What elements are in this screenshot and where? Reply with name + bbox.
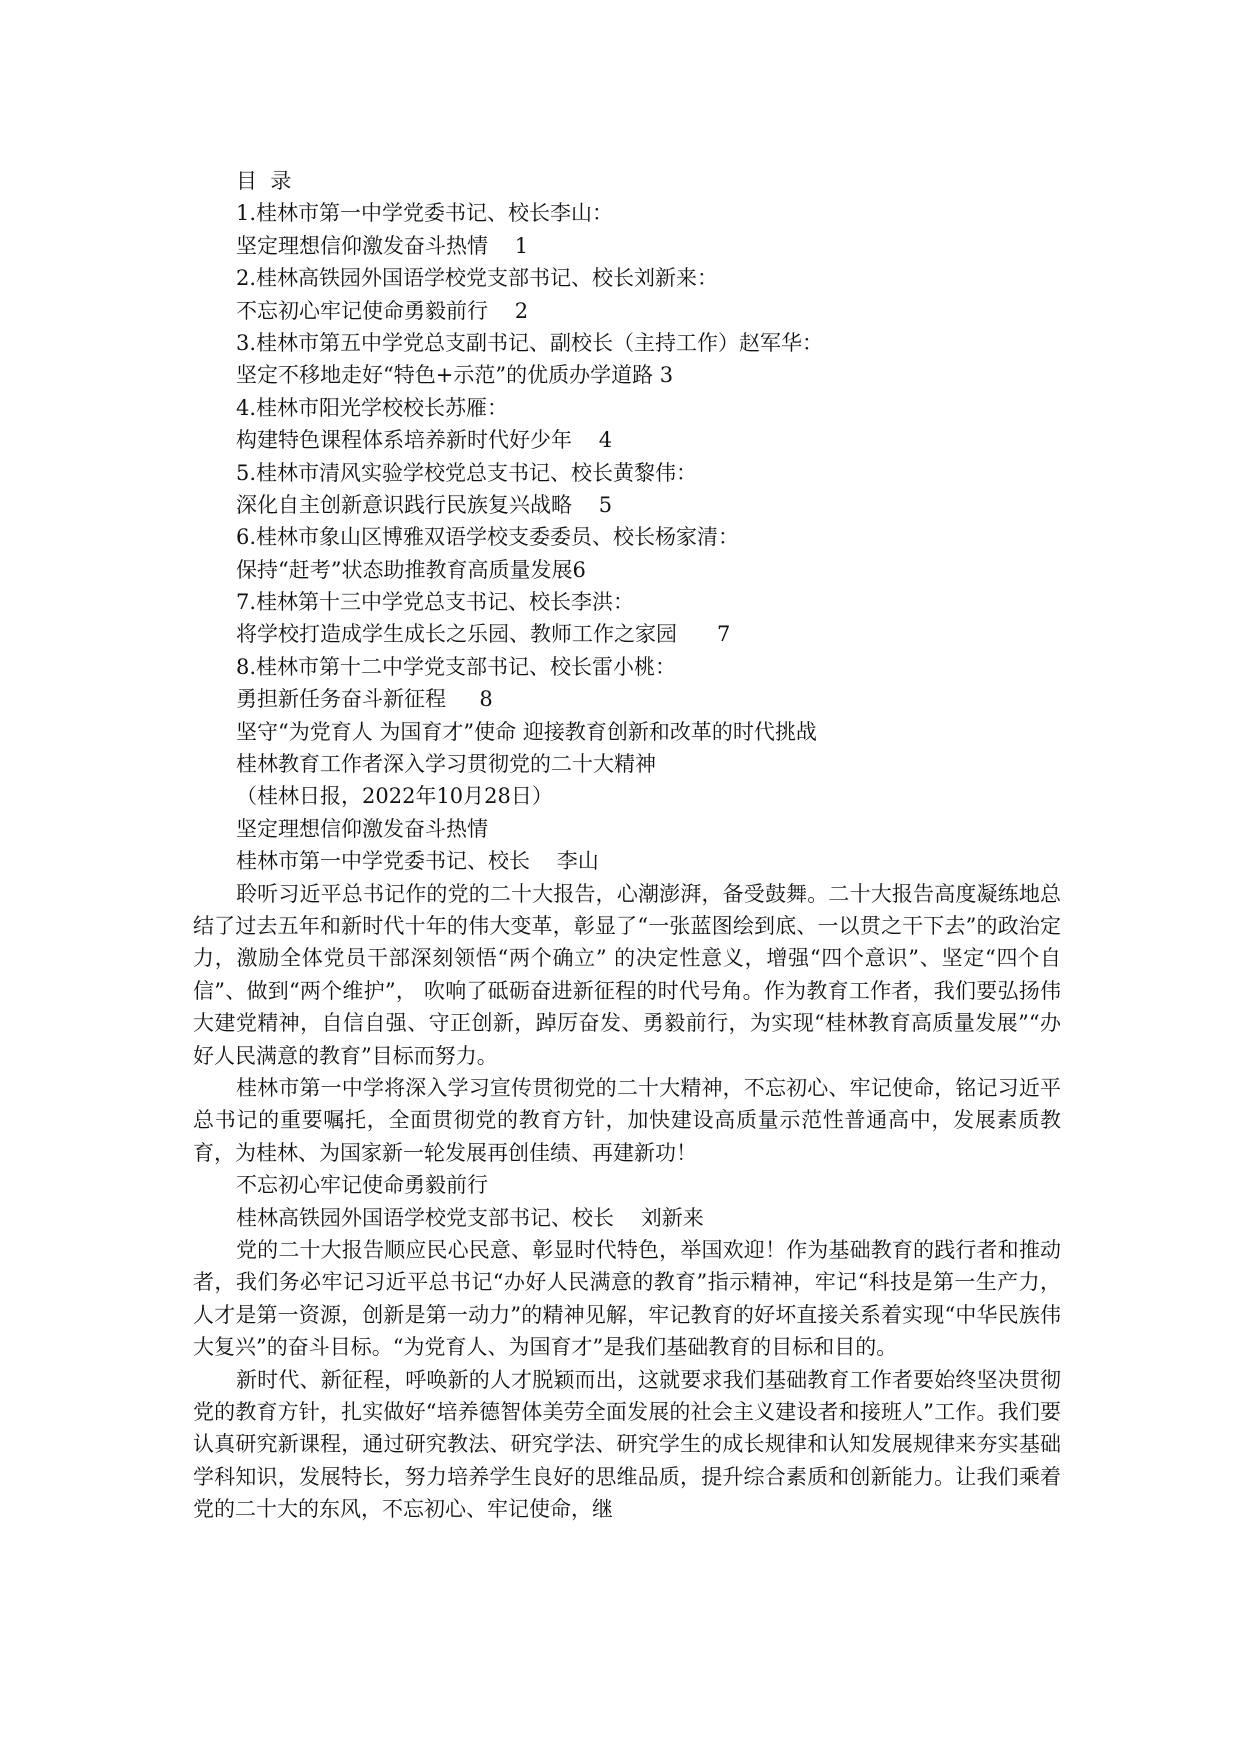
- section-title: 不忘初心牢记使命勇毅前行: [236, 1173, 488, 1198]
- toc-entry-title[interactable]: 不忘初心牢记使命勇毅前行 2: [236, 298, 529, 323]
- section-paragraph: 聆听习近平总书记作的党的二十大报告，心潮澎湃，备受鼓舞。二十大报告高度凝练地总结了过去五年和新时代十年的伟大变革，彰显了“一张蓝图绘到底、一以贯之干下去”的政治定力，激励全体党员干部深刻领悟“两个确立” 的决定性意义，增强“四个意识”、坚定“四个自信”、做到“两个维护”， 吹响了砥砺奋进新征程的时代号角。作为教育工作者，我们要弘扬伟大建党精神，自信自强、守正创新，踔厉奋发、勇毅前行，为实现“桂林教育高质量发展”“办好人民满意的教育”目标而努力。: [193, 881, 1061, 1068]
- toc-entry-author: 3.桂林市第五中学党总支副书记、副校长（主持工作）赵军华：: [236, 330, 824, 355]
- section-paragraph: 党的二十大报告顺应民心民意、彰显时代特色，举国欢迎！作为基础教育的践行者和推动者，我们务必牢记习近平总书记“办好人民满意的教育”指示精神，牢记“科技是第一生产力，人才是第一资源，创新是第一动力”的精神见解，牢记教育的好坏直接关系着实现“中华民族伟大复兴”的奋斗目标。“为党育人、为国育才”是我们基础教育的目标和目的。: [193, 1238, 1061, 1360]
- section-title: 坚定理想信仰激发奋斗热情: [236, 816, 488, 841]
- toc-entry-title[interactable]: 深化自主创新意识践行民族复兴战略 5: [236, 492, 613, 517]
- document-page: [193, 165, 1061, 1526]
- toc-entry-author: 4.桂林市阳光学校校长苏雁：: [236, 395, 509, 420]
- toc-entry-title[interactable]: 坚定理想信仰激发奋斗热情 1: [236, 233, 529, 258]
- toc-entry-title[interactable]: 将学校打造成学生成长之乐园、教师工作之家园 7: [236, 622, 731, 647]
- toc-entry-author: 2.桂林高铁园外国语学校党支部书记、校长刘新来：: [236, 266, 719, 291]
- article-headline: 坚守“为党育人 为国育才”使命 迎接教育创新和改革的时代挑战: [236, 719, 817, 744]
- toc-entry-title[interactable]: 坚定不移地走好“特色+示范”的优质办学道路 3: [236, 363, 674, 388]
- toc-entry-author: 6.桂林市象山区博雅双语学校支委委员、校长杨家清：: [236, 525, 740, 550]
- toc-entry-author: 8.桂林市第十二中学党支部书记、校长雷小桃：: [236, 654, 677, 679]
- toc-title: 目 录: [236, 169, 292, 193]
- article-source: （桂林日报，2022年10月28日）: [236, 784, 553, 809]
- article-subheadline: 桂林教育工作者深入学习贯彻党的二十大精神: [236, 752, 656, 777]
- toc-entry-title[interactable]: 保持“赶考”状态助推教育高质量发展6: [236, 557, 586, 582]
- toc-entry-author: 5.桂林市清风实验学校党总支书记、校长黄黎伟：: [236, 460, 698, 485]
- toc-entry-title[interactable]: 构建特色课程体系培养新时代好少年 4: [236, 428, 613, 453]
- section-paragraph: 新时代、新征程，呼唤新的人才脱颖而出，这就要求我们基础教育工作者要始终坚决贯彻党的教育方针，扎实做好“培养德智体美劳全面发展的社会主义建设者和接班人”工作。我们要认真研究新课程，通过研究教法、研究学法、研究学生的成长规律和认知发展规律来夯实基础学科知识，发展特长，努力培养学生良好的思维品质，提升综合素质和创新能力。让我们乘着党的二十大的东风，不忘初心、牢记使命，继: [193, 1367, 1061, 1522]
- section-byline: 桂林高铁园外国语学校党支部书记、校长 刘新来: [236, 1205, 704, 1230]
- toc-entry-author: 7.桂林第十三中学党总支书记、校长李洪：: [236, 590, 635, 615]
- section-byline: 桂林市第一中学党委书记、校长 李山: [236, 849, 599, 874]
- toc-entry-author: 1.桂林市第一中学党委书记、校长李山：: [236, 201, 614, 226]
- section-paragraph: 桂林市第一中学将深入学习宣传贯彻党的二十大精神，不忘初心、牢记使命，铭记习近平总书记的重要嘱托，全面贯彻党的教育方针，加快建设高质量示范性普通高中，发展素质教育，为桂林、为国家新一轮发展再创佳绩、再建新功！: [193, 1076, 1061, 1165]
- toc-entry-title[interactable]: 勇担新任务奋斗新征程 8: [236, 687, 493, 712]
